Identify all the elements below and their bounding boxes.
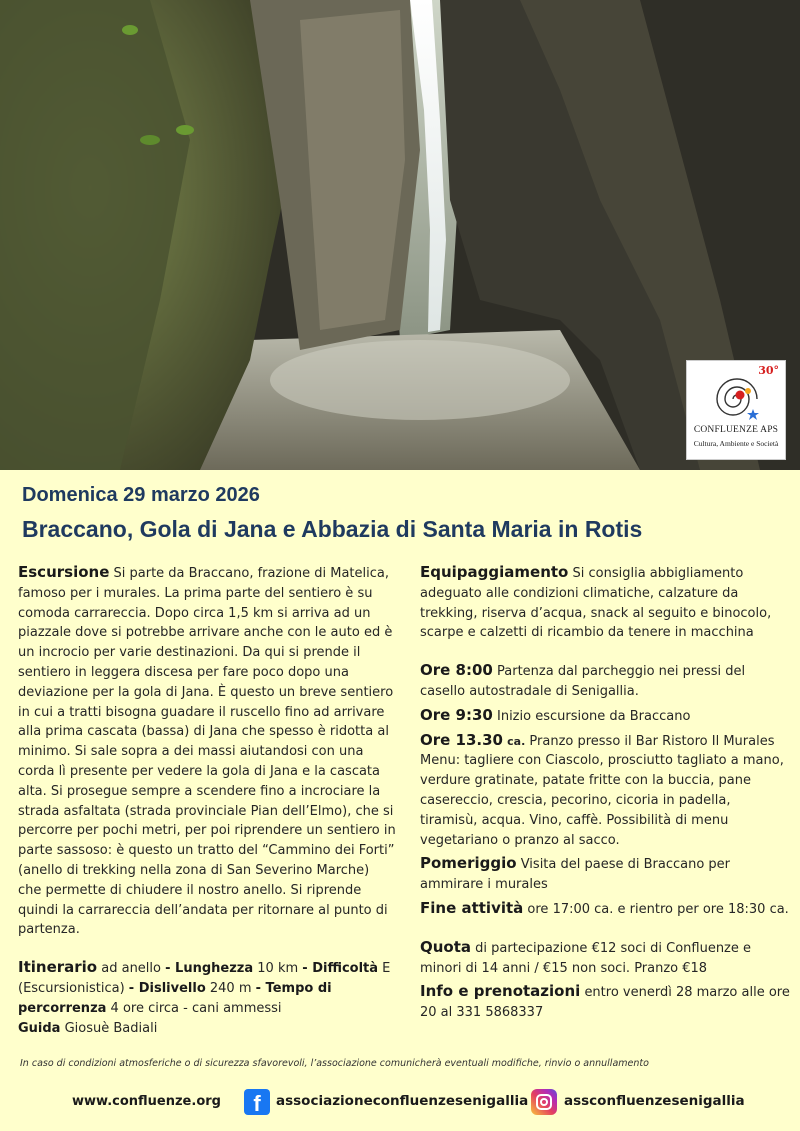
quota-text: di partecipazione €12 soci di Confluenze e minori di 14 anni / €15 non soci. Pranzo €18	[420, 940, 752, 976]
equip-label: Equipaggiamento	[420, 563, 569, 581]
ore1-label: Ore 8:00	[420, 661, 493, 680]
guida-label: Guida	[18, 1020, 61, 1036]
quota-paragraph	[420, 938, 790, 979]
ore2-label: Ore 9:30	[420, 705, 493, 724]
ore2-paragraph	[420, 706, 790, 727]
itinerario-paragraph	[18, 958, 396, 1018]
pomeriggio-text: Visita del paese di Braccano per ammirare i murales	[420, 857, 731, 893]
guida-text: Giosuè Badiali	[64, 1020, 158, 1036]
dislivello-label: - Dislivello	[128, 980, 206, 996]
right-column	[420, 563, 790, 1023]
facebook-icon[interactable]: f	[244, 1089, 270, 1115]
canyon-illustration	[0, 0, 800, 470]
hero-photo	[0, 0, 800, 470]
fine-paragraph	[420, 899, 790, 920]
difficolta-text: E (Escursionistica)	[18, 961, 391, 996]
fine-label: Fine attività	[420, 898, 524, 917]
left-column	[18, 563, 396, 1038]
difficolta-label: - Difficoltà	[302, 961, 379, 977]
facebook-handle[interactable]: associazioneconfluenzesenigallia	[276, 1093, 529, 1109]
pomeriggio-label: Pomeriggio	[420, 854, 517, 873]
ore1-paragraph	[420, 661, 790, 702]
instagram-icon[interactable]	[531, 1089, 557, 1115]
info-paragraph	[420, 982, 790, 1023]
website-link[interactable]: www.confluenze.org	[72, 1094, 221, 1109]
event-date: Domenica 29 marzo 2026	[22, 484, 260, 506]
ore3-label: Ore 13.30	[420, 730, 503, 749]
ore3-suffix: ca.	[507, 734, 526, 748]
escursione-text: Si parte da Braccano, frazione di Matelica, famoso per i murales. La prima parte del sentiero è su comoda carrareccia. Dopo circa 1,5 km si arriva ad un piazzale dove si potrebbe arrivare anche con le auto ed è un incrocio per varie destinazioni. Da qui si prende il sentiero in leggera discesa per fare poco dopo una deviazione per la gola di Jana. È questo un breve sentiero in cui a tratti bisogna guadare il ruscello fino ad arrivare alla prima cascata (bassa) di Jana che spesso è ridotta al minimo. Si sale sopra a dei massi aiutandosi con una corda lì presente per vedere la gola di Jana e la cascata alta. Si prosegue sempre a scendere fino a incrociare la strada asfaltata (strada provinciale Pian dell’Elmo), che si percorre per pochi metri, per poi riprendere un sentiero in parte sassoso: è questo un tratto del “Cammino dei Forti” (anello di trekking nella zona di San Severino Marche) che permette di chiudere il nostro anello. Si riprende quindi la carrareccia dell’andata per ritornare al punto di partenza.	[18, 566, 396, 938]
escursione-paragraph	[18, 563, 396, 940]
info-label: Info e prenotazioni	[420, 982, 581, 1001]
spiral-logo-icon	[709, 373, 765, 425]
logo-tagline: Cultura, Ambiente e Società	[693, 439, 779, 448]
pomeriggio-paragraph	[420, 854, 790, 895]
confluenze-logo	[686, 360, 786, 460]
ore1-text: Partenza dal parcheggio nei pressi del casello autostradale di Senigallia.	[420, 664, 746, 699]
equip-text: Si consiglia abbigliamento adeguato alle condizioni climatiche, calzature da trekking, riserva d’acqua, snack al seguito e binocolo, scarpe e calzetti di ricambio da tenere in macchina	[420, 566, 772, 641]
instagram-handle[interactable]: assconfluenzesenigallia	[564, 1093, 745, 1109]
tempo-text: 4 ore circa - cani ammessi	[110, 1000, 282, 1016]
quota-label: Quota	[420, 937, 472, 956]
escursione-label: Escursione	[18, 563, 110, 581]
info-text: entro venerdì 28 marzo alle ore 20 al 331 5868337	[420, 985, 790, 1021]
footer	[0, 1078, 800, 1131]
tempo-label: - Tempo di percorrenza	[18, 980, 332, 1016]
itinerario-text: ad anello	[101, 961, 161, 977]
ore2-text: Inizio escursione da Braccano	[497, 708, 691, 724]
fine-text: ore 17:00 ca. e rientro per ore 18:30 ca.	[527, 901, 789, 917]
ore3-text: Pranzo presso il Bar Ristoro Il Murales Menu: tagliere con Ciascolo, prosciutto tagliato a mano, verdure gratinate, patate fritte con la buccia, pane casereccio, crescia, pecorino, cicoria in padella, tiramisù, acqua. Vino, caffè. Possibilità di menu vegetariano o pranzo al sacco.	[420, 733, 784, 848]
event-title: Braccano, Gola di Jana e Abbazia di Santa Maria in Rotis	[22, 516, 643, 542]
equip-paragraph	[420, 563, 790, 643]
anniversary-badge: 30°	[758, 364, 779, 377]
dislivello-text: 240 m	[209, 980, 252, 996]
weather-disclaimer: In caso di condizioni atmosferiche o di sicurezza sfavorevoli, l’associazione comunicherà eventuali modifiche, rinvio o annullamento	[20, 1058, 649, 1069]
ore3-paragraph	[420, 731, 790, 851]
guida-paragraph	[18, 1019, 396, 1039]
logo-org-name: CONFLUENZE APS	[693, 425, 779, 435]
lunghezza-label: - Lunghezza	[165, 961, 254, 977]
itinerario-label: Itinerario	[18, 958, 98, 977]
lunghezza-text: 10 km	[257, 961, 299, 977]
